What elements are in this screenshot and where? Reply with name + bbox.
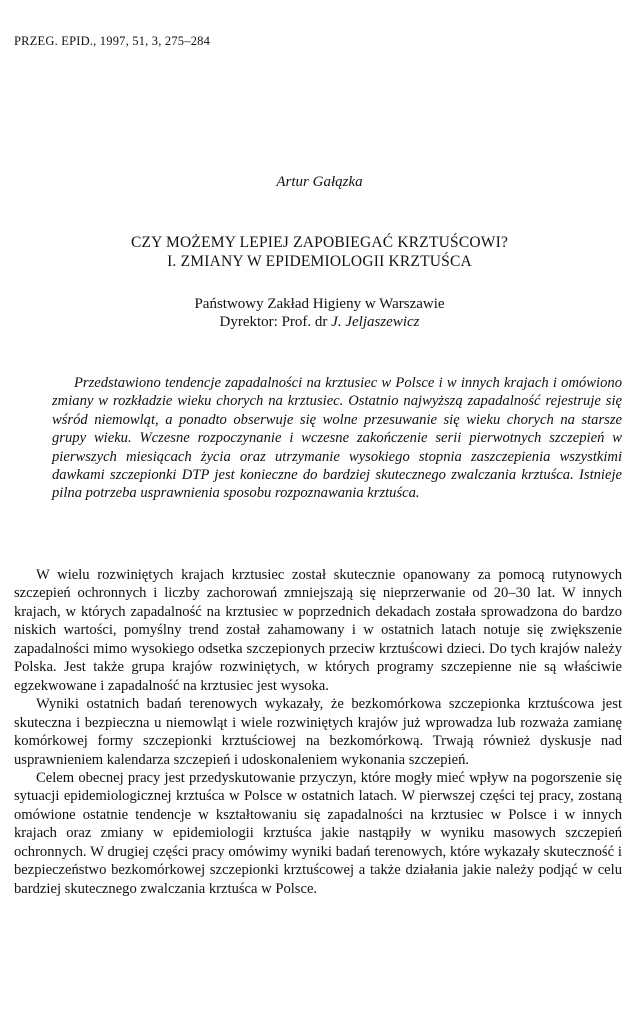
title-line-2: I. ZMIANY W EPIDEMIOLOGII KRZTUŚCA	[167, 253, 472, 270]
director-line	[0, 313, 639, 331]
body-paragraph: Wyniki ostatnich badań terenowych wykazały, że bezkomórkowa szczepionka krztuścowa jest skuteczna i bezpieczna u niemowląt i wiele rozwiniętych krajów już wprowadza lub rozważa zamianę komórkowej formy szczepionki krztuściowej na bezkomórkową. Trwają również dyskusje nad usprawnieniem kalendarza szczepień i udoskonaleniem wykonania szczepień.	[14, 696, 622, 768]
abstract	[52, 374, 622, 503]
article-title	[0, 233, 639, 271]
author-name: Artur Gałązka	[276, 174, 363, 190]
body-paragraph: W wielu rozwiniętych krajach krztusiec został skutecznie opanowany za pomocą rutynowych szczepień ochronnych i liczby zachorowań zmniejszają się nieprzerwanie od 20–30 lat. W innych krajach, w których zapadalność na krztusiec w poprzednich dekadach została sprowadzona do bardzo niskich wartości, pomyślny trend został zahamowany i w ostatnich latach notuje się zwiększenie zapadalności mimo wysokiego odsetka szczepionych przeciw krztuścowi dzieci. Do tych krajów należy Polska. Jest także grupa krajów rozwiniętych, w których programy szczepienne nie są właściwie egzekwowane i zapadalność na krztusiec jest wysoka.	[14, 567, 622, 694]
affiliation	[0, 295, 639, 331]
institution: Państwowy Zakład Higieny w Warszawie	[194, 296, 445, 312]
title-line-1: CZY MOŻEMY LEPIEJ ZAPOBIEGAĆ KRZTUŚCOWI?	[130, 234, 509, 251]
body-paragraph: Celem obecnej pracy jest przedyskutowanie przyczyn, które mogły mieć wpływ na pogorszenie się sytuacji epidemiologicznej krztuśca w Polsce w ostatnich latach. W pierwszej części tej pracy, zostaną omówione ostatnie tendencje w kształtowaniu się zapadalności na krztusiec w Polsce i w innych krajach oraz zmiany w epidemiologii krztuśca jakie nastąpiły w wyniku masowych szczepień ochronnych. W drugiej części pracy omówimy wyniki badań terenowych, które wykazały skuteczność i bezpieczeństwo bezkomórkowej szczepionki krztuścowej a także działania jakie należy podjąć w celu bardziej skutecznego zwalczania krztuśca w Polsce.	[14, 769, 622, 897]
body-text	[14, 566, 622, 898]
abstract-text: Przedstawiono tendencje zapadalności na krztusiec w Polsce i w innych krajach i omówiono zmiany w rozkładzie wieku chorych na krztusiec. Ostatnio najwyższą zapadalność rejestruje się wśród niemowląt, a ponadto obserwuje się wolne przesuwanie się wieku chorych na starsze grupy wieku. Wczesne rozpoczynanie i wczesne zakończenie serii pierwotnych szczepień w pierwszych miesiącach życia oraz utrzymanie wysokiego stopnia zaszczepienia wszystkimi dawkami szczepionki DTP jest konieczne do bardziej skutecznego zwalczania krztuśca. Istnieje pilna potrzeba usprawnienia sposobu rozpoznawania krztuśca.	[52, 375, 622, 502]
director-name: J. Jeljaszewicz	[331, 314, 420, 330]
journal-header: PRZEG. EPID., 1997, 51, 3, 275–284	[14, 34, 211, 48]
director-prefix: Dyrektor: Prof. dr	[219, 314, 332, 330]
